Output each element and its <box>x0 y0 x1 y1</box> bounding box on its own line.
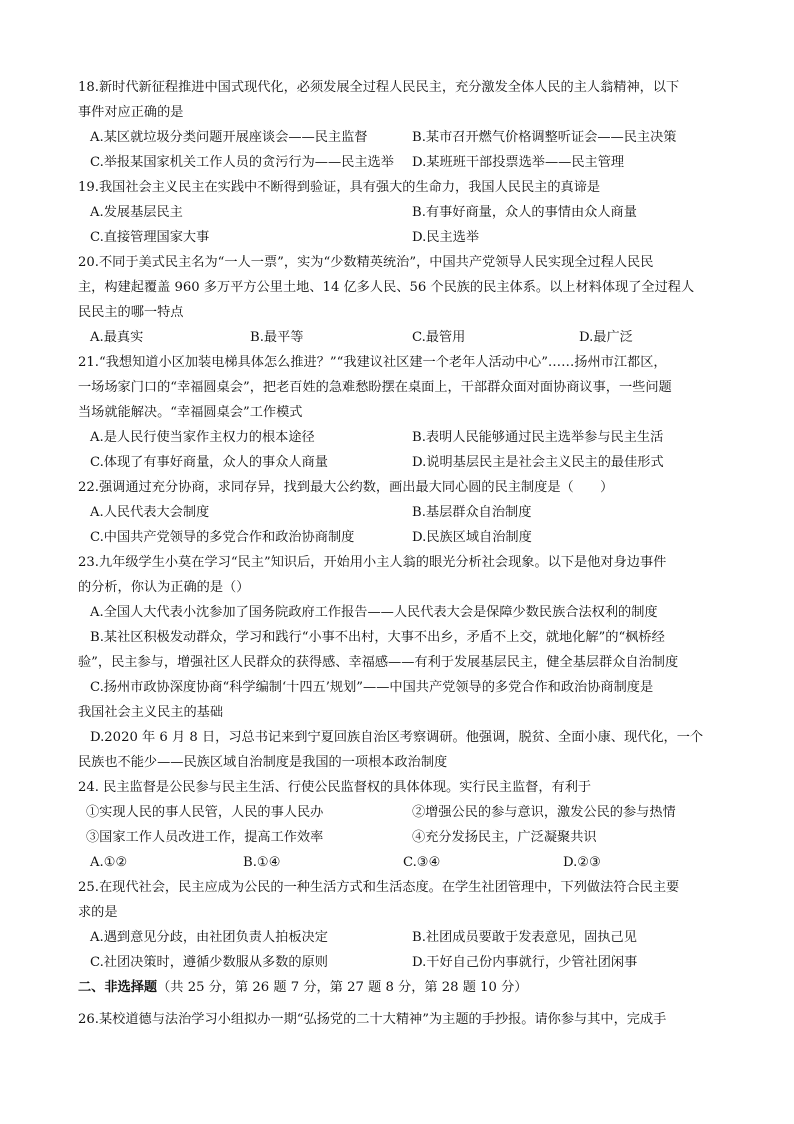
q19-option-c: C.直接管理国家大事 <box>90 230 210 245</box>
q22-option-a: A.人民代表大会制度 <box>90 505 210 520</box>
q23-option-c-line-1: C.扬州市政协深度协商“科学编制‘十四五’规划”——中国共产党领导的多党合作和政治协商制度是 <box>90 680 654 695</box>
q19-option-d: D.民主选举 <box>412 230 480 245</box>
q24-item-4: ④充分发扬民主，广泛凝聚共识 <box>412 830 597 845</box>
q23-option-b-line-1: B.某社区积极发动群众，学习和践行“小事不出村，大事不出乡，矛盾不上交，就地化解”的“枫桥经 <box>90 630 665 645</box>
q19-option-b: B.有事好商量，众人的事情由众人商量 <box>412 205 637 220</box>
q20-stem-line-1: 20.不同于美式民主名为“一人一票”，实为“少数精英统治”，中国共产党领导人民实现全过程人民民 <box>78 255 654 270</box>
q21-option-a: A.是人民行使当家作主权力的根本途径 <box>90 430 315 445</box>
q19-option-a: A.发展基层民主 <box>90 205 183 220</box>
q21-stem-line-2: 一场场家门口的“幸福圆桌会”，把老百姓的急难愁盼摆在桌面上，干部群众面对面协商议事，一些问题 <box>78 380 672 395</box>
q23-stem-line-1: 23.九年级学生小莫在学习“民主”知识后，开始用小主人翁的眼光分析社会现象。以下是他对身边事件 <box>78 555 667 570</box>
q21-stem-line-1: 21.“我想知道小区加装电梯具体怎么推进？”“我建议社区建一个老年人活动中心”……扬州市江都区， <box>78 355 667 370</box>
q23-option-c-line-2: 我国社会主义民主的基础 <box>78 705 224 720</box>
q25-option-c: C.社团决策时，遵循少数服从多数的原则 <box>90 955 328 970</box>
q22-option-d: D.民族区域自治制度 <box>412 530 532 545</box>
q20-option-c: C.最管用 <box>412 330 466 345</box>
q24-option-a: A.①② <box>90 855 128 870</box>
q24-stem-line-1: 24. 民主监督是公民参与民主生活、行使公民监督权的具体体现。实行民主监督，有利于 <box>78 780 592 795</box>
q25-option-d: D.干好自己份内事就行，少管社团闲事 <box>412 955 638 970</box>
q22-stem-line-1: 22.强调通过充分协商，求同存异，找到最大公约数，画出最大同心圆的民主制度是（ ） <box>78 480 614 495</box>
q25-option-b: B.社团成员要敢于发表意见，固执己见 <box>412 930 637 945</box>
q26-stem-line-1: 26.某校道德与法治学习小组拟办一期“弘扬党的二十大精神”为主题的手抄报。请你参与其中，完成手 <box>78 1012 667 1027</box>
q24-option-d: D.②③ <box>563 855 601 870</box>
q25-stem-line-2: 求的是 <box>78 905 118 920</box>
q20-option-b: B.最平等 <box>250 330 304 345</box>
section-heading-row <box>78 979 528 997</box>
q18-option-c: C.举报某国家机关工作人员的贪污行为——民主选举 <box>90 155 394 170</box>
q20-option-d: D.最广泛 <box>579 330 633 345</box>
q18-option-a: A.某区就垃圾分类问题开展座谈会——民主监督 <box>90 130 368 145</box>
section-heading: 二、非选择题 <box>78 980 158 995</box>
q19-stem-line-1: 19.我国社会主义民主在实践中不断得到验证，具有强大的生命力，我国人民民主的真谛是 <box>78 180 601 195</box>
q23-option-b-line-2: 验”，民主参与，增强社区人民群众的获得感、幸福感——有利于发展基层民主，健全基层群众自治制度 <box>78 655 679 670</box>
q21-option-c: C.体现了有事好商量，众人的事众人商量 <box>90 455 328 470</box>
q24-item-3: ③国家工作人员改进工作，提高工作效率 <box>86 830 324 845</box>
q20-stem-line-2: 主，构建起覆盖 960 多万平方公里土地、14 亿多人民、56 个民族的民主体系。以上材料体现了全过程人 <box>78 280 695 295</box>
q20-option-a: A.最真实 <box>90 330 144 345</box>
q18-stem-line-1: 18.新时代新征程推进中国式现代化，必须发展全过程人民民主，充分激发全体人民的主人翁精神，以下 <box>78 80 680 95</box>
q18-option-b: B.某市召开燃气价格调整听证会——民主决策 <box>412 130 677 145</box>
q20-stem-line-3: 民民主的哪一特点 <box>78 305 184 320</box>
q22-option-c: C.中国共产党领导的多党合作和政治协商制度 <box>90 530 355 545</box>
q25-option-a: A.遇到意见分歧，由社团负责人拍板决定 <box>90 930 328 945</box>
q18-option-d: D.某班班干部投票选举——民主管理 <box>412 155 625 170</box>
q21-option-b: B.表明人民能够通过民主选举参与民主生活 <box>412 430 664 445</box>
q21-stem-line-3: 当场就能解决。“幸福圆桌会”工作模式 <box>78 405 303 420</box>
q25-stem-line-1: 25.在现代社会，民主应成为公民的一种生活方式和生活态度。在学生社团管理中，下列做法符合民主要 <box>78 880 680 895</box>
q24-item-1: ①实现人民的事人民管，人民的事人民办 <box>86 805 324 820</box>
q23-option-d-line-1: D.2020 年 6 月 8 日，习总书记来到宁夏回族自治区考察调研。他强调，脱贫、全面小康、现代化，一个 <box>90 730 704 745</box>
q24-option-b: B.①④ <box>243 855 281 870</box>
q23-option-a: A.全国人大代表小沈参加了国务院政府工作报告——人民代表大会是保障少数民族合法权利的制度 <box>90 605 658 620</box>
q21-option-d: D.说明基层民主是社会主义民主的最佳形式 <box>412 455 664 470</box>
q24-item-2: ②增强公民的参与意识，激发公民的参与热情 <box>412 805 676 820</box>
q24-option-c: C.③④ <box>403 855 441 870</box>
q22-option-b: B.基层群众自治制度 <box>412 505 532 520</box>
section-score-note: （共 25 分，第 26 题 7 分，第 27 题 8 分，第 28 题 10 分） <box>157 980 528 995</box>
q23-option-d-line-2: 民族也不能少——民族区域自治制度是我国的一项根本政治制度 <box>78 755 448 770</box>
q18-stem-line-2: 事件对应正确的是 <box>78 105 184 120</box>
q23-stem-line-2: 的分析，你认为正确的是（） <box>78 580 250 595</box>
